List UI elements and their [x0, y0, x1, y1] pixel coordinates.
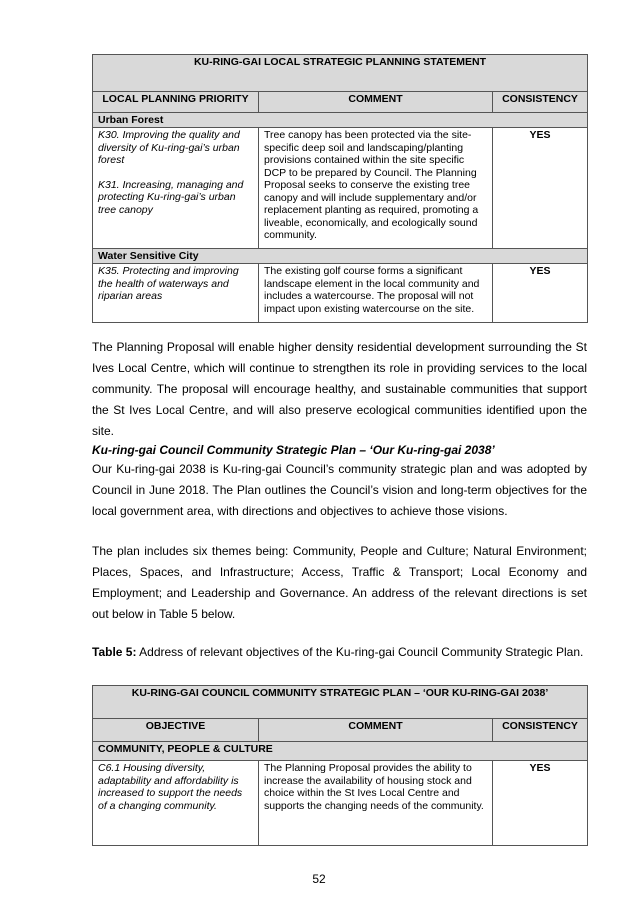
section-row [93, 742, 588, 761]
header-priority: LOCAL PLANNING PRIORITY [93, 92, 259, 113]
priority-cell [93, 128, 259, 249]
csp-table [92, 685, 588, 846]
body-paragraph: Our Ku-ring-gai 2038 is Ku-ring-gai Council’s community strategic plan and was adopted by Council in June 2018. The Plan outlines the Council’s vision and long-term objectives for the local government area, with directions and objectives to achieve those visions. [92, 462, 587, 518]
priority-text: K35. Protecting and improving the health of waterways and riparian areas [98, 265, 239, 302]
page-number: 52 [312, 872, 326, 886]
comment-cell: The Planning Proposal provides the ability to increase the availability of housing stock and choice within the St Ives Local Centre and supports the changing needs of the community. [259, 761, 493, 846]
table-title: KU-RING-GAI COUNCIL COMMUNITY STRATEGIC PLAN – ‘OUR KU-RING-GAI 2038’ [93, 686, 588, 719]
consistency-cell: YES [493, 128, 588, 249]
objective-text: C6.1 Housing diversity, adaptability and affordability is increased to support the needs of a changing community. [98, 762, 243, 812]
body-paragraph: The Planning Proposal will enable higher density residential development surrounding the St Ives Local Centre, which will continue to strengthen its role in providing services to the local community. The proposal will encourage healthy, and sustainable communities that support the St Ives Local Centre, and will also preserve ecological communities identified upon the site. [92, 340, 587, 438]
priority-cell [93, 264, 259, 323]
section-title: COMMUNITY, PEOPLE & CULTURE [93, 742, 588, 761]
table-caption [92, 645, 587, 659]
section-title: Urban Forest [93, 113, 588, 128]
header-consistency: CONSISTENCY [493, 92, 588, 113]
table-title: KU-RING-GAI LOCAL STRATEGIC PLANNING STATEMENT [93, 55, 588, 92]
priority-text: K30. Improving the quality and diversity of Ku-ring-gai’s urban forest [98, 129, 240, 166]
body-paragraph: The plan includes six themes being: Community, People and Culture; Natural Environment; Places, Spaces, and Infrastructure; Access, Traffic & Transport; Local Economy and Employment; and Leadership and Governance. An address of the relevant directions is set out below in Table 5 below. [92, 544, 587, 621]
comment-cell: The existing golf course forms a significant landscape element in the local community and includes a watercourse. The proposal will not impact upon existing watercourse on the site. [259, 264, 493, 323]
header-comment: COMMENT [259, 719, 493, 742]
caption-label: Table 5: [92, 645, 137, 659]
objective-cell [93, 761, 259, 846]
section-row [93, 113, 588, 128]
table-row [93, 761, 588, 846]
table-row [93, 128, 588, 249]
comment-cell: Tree canopy has been protected via the site-specific deep soil and landscaping/planting provisions contained within the site specific DCP to be prepared by Council. The Planning Proposal seeks to conserve the existing tree canopy and will include supplementary and/or replacement planting as required, promoting a liveable, economically, and ecologically sound community. [259, 128, 493, 249]
lsps-table [92, 54, 588, 323]
table-header-row [93, 92, 588, 113]
section-title: Water Sensitive City [93, 249, 588, 264]
caption-text: Address of relevant objectives of the Ku-ring-gai Council Community Strategic Plan. [136, 645, 584, 659]
table-title-row [93, 686, 588, 719]
section-row [93, 249, 588, 264]
header-objective: OBJECTIVE [93, 719, 259, 742]
consistency-cell: YES [493, 761, 588, 846]
priority-text: K31. Increasing, managing and protecting Ku-ring-gai’s urban tree canopy [98, 178, 244, 216]
header-consistency: CONSISTENCY [493, 719, 588, 742]
header-comment: COMMENT [259, 92, 493, 113]
consistency-cell: YES [493, 264, 588, 323]
table-row [93, 264, 588, 323]
table-title-row [93, 55, 588, 92]
section-heading: Ku-ring-gai Council Community Strategic Plan – ‘Our Ku-ring-gai 2038’ [92, 443, 495, 457]
table-header-row [93, 719, 588, 742]
